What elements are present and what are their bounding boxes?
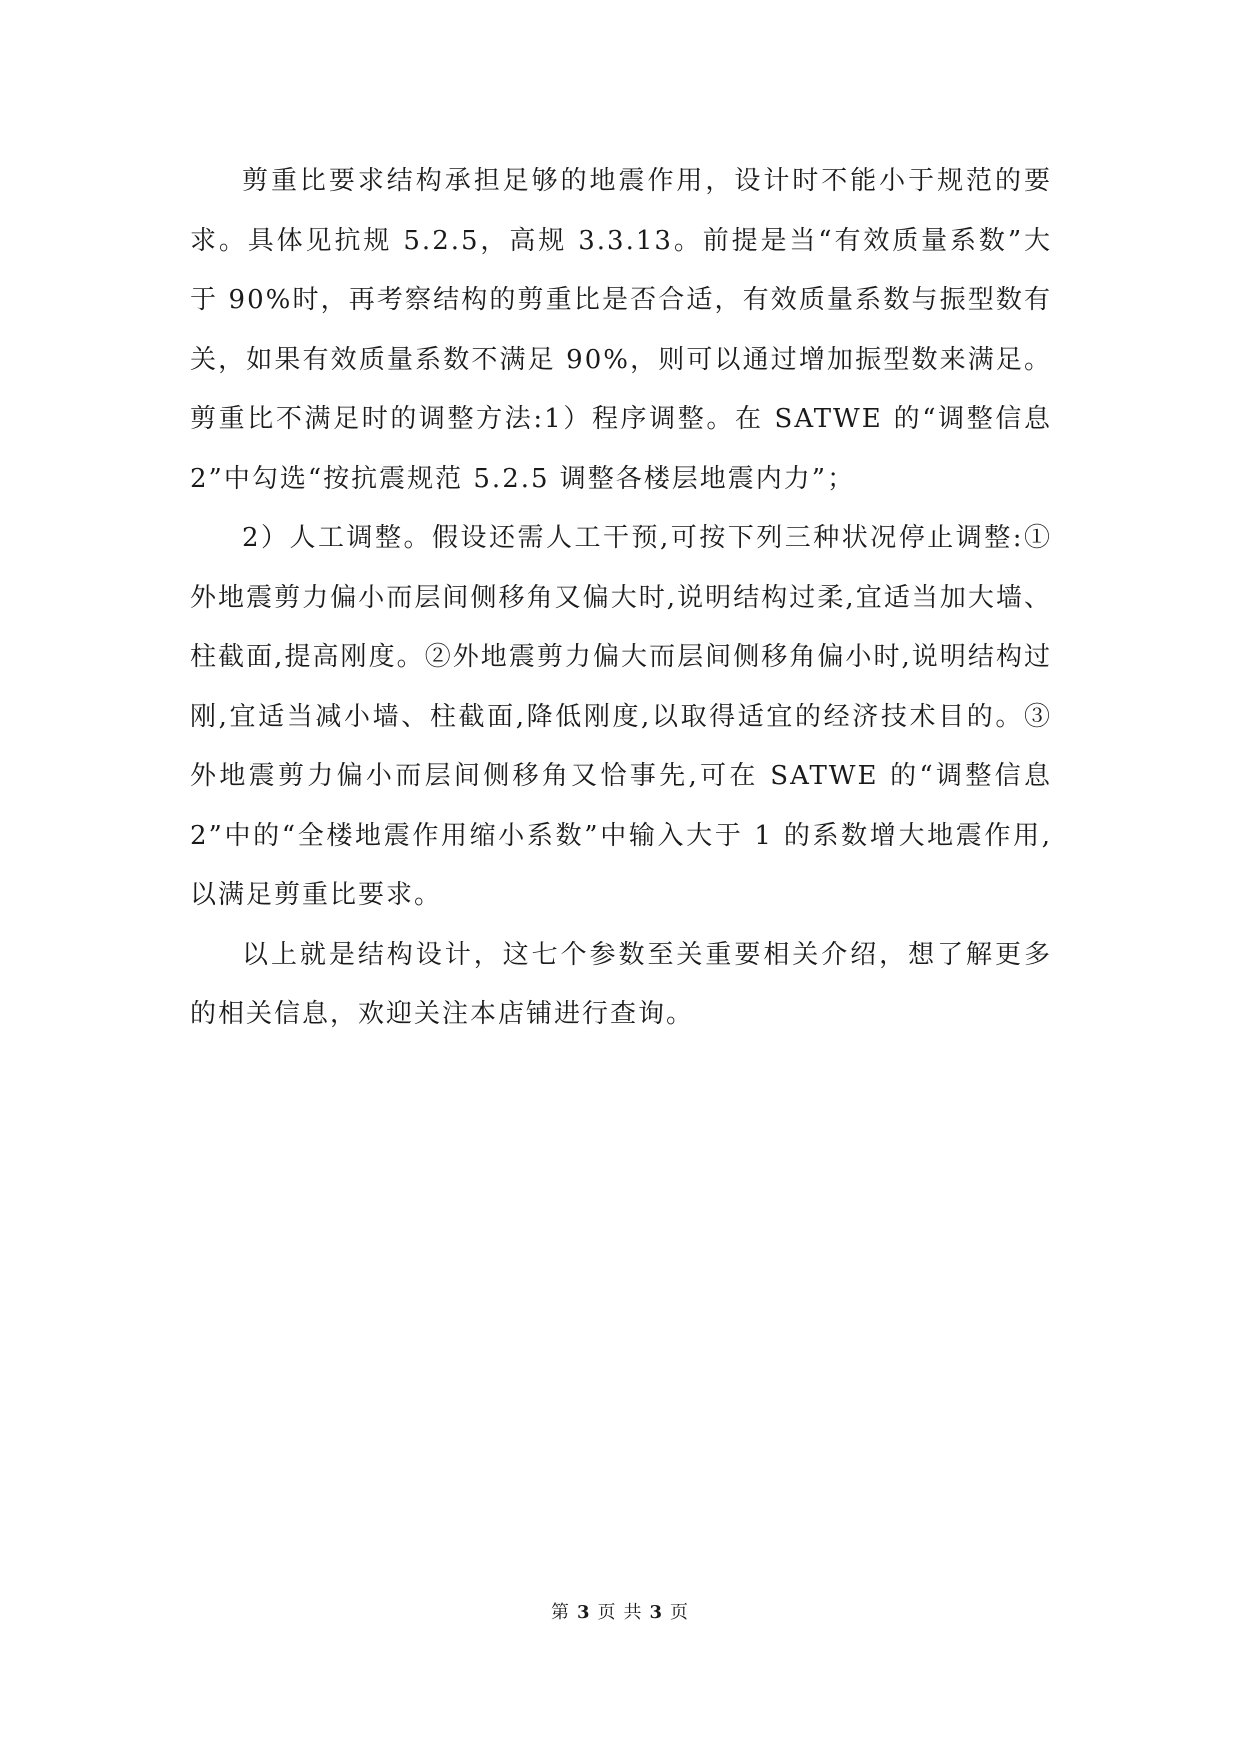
- footer-suffix: 页: [670, 1602, 691, 1623]
- paragraph-manual-adjustment: 2）人工调整。假设还需人工干预,可按下列三种状况停止调整:①外地震剪力偏小而层间侧移角又偏大时,说明结构过柔,宜适当加大墙、柱截面,提高刚度。②外地震剪力偏大而层间侧移角偏小时,说明结构过刚,宜适当减小墙、柱截面,降低刚度,以取得适宜的经济技术目的。③外地震剪力偏小而层间侧移角又恰事先,可在 SATWE 的“调整信息 2”中的“全楼地震作用缩小系数”中输入大于 1 的系数增大地震作用,以满足剪重比要求。: [190, 523, 1052, 910]
- paragraph-shear-weight-ratio: 剪重比要求结构承担足够的地震作用，设计时不能小于规范的要求。具体见抗规 5.2.5，高规 3.3.13。前提是当“有效质量系数”大于 90%时，再考察结构的剪重比是否合适，有效质量系数与振型数有关，如果有效质量系数不满足 90%，则可以通过增加振型数来满足。剪重比不满足时的调整方法:1）程序调整。在 SATWE 的“调整信息 2”中勾选“按抗震规范 5.2.5 调整各楼层地震内力”；: [190, 166, 1052, 494]
- current-page-number: 3: [576, 1602, 592, 1623]
- document-body: [190, 152, 1052, 1045]
- footer-prefix: 第: [550, 1602, 571, 1623]
- total-page-number: 3: [649, 1602, 665, 1623]
- footer-page-word: 页: [597, 1602, 618, 1623]
- page-number-footer: [0, 1598, 1241, 1624]
- footer-total-word: 共: [623, 1602, 644, 1623]
- paragraph-closing: 以上就是结构设计，这七个参数至关重要相关介绍，想了解更多的相关信息，欢迎关注本店铺进行查询。: [190, 939, 1052, 1029]
